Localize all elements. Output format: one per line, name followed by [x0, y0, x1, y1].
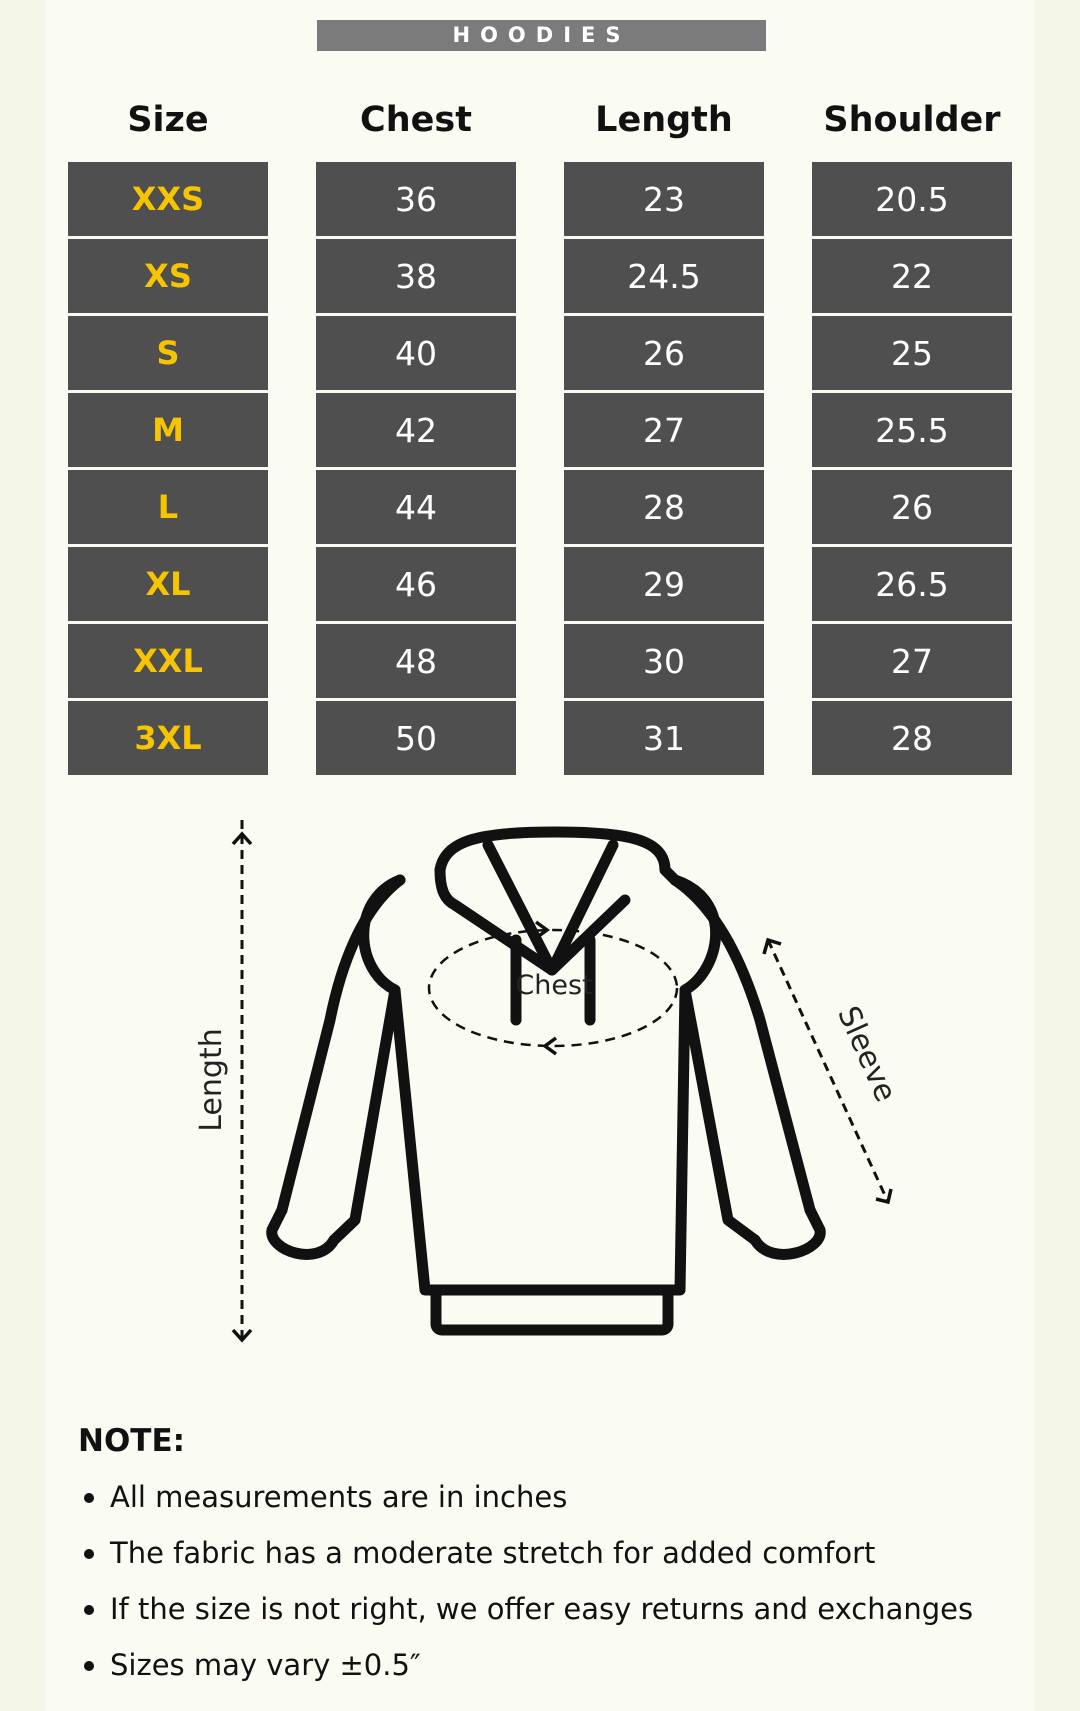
length-cell: 27	[564, 393, 764, 467]
length-cell: 24.5	[564, 239, 764, 313]
shoulder-cell: 28	[812, 701, 1012, 775]
chest-cell: 42	[316, 393, 516, 467]
shoulder-cell: 27	[812, 624, 1012, 698]
chest-cell: 40	[316, 316, 516, 390]
chest-cell: 36	[316, 162, 516, 236]
length-cell: 23	[564, 162, 764, 236]
size-cell: XXS	[68, 162, 268, 236]
chest-cell: 50	[316, 701, 516, 775]
chest-cell: 44	[316, 470, 516, 544]
length-column	[564, 162, 764, 778]
chest-cell: 38	[316, 239, 516, 313]
chest-measure	[429, 922, 677, 1054]
sleeve-measure	[764, 940, 903, 1202]
shoulder-cell: 25	[812, 316, 1012, 390]
hoodie-diagram	[0, 820, 1080, 1360]
shoulder-cell: 26	[812, 470, 1012, 544]
note-item: The fabric has a moderate stretch for added comfort	[78, 1525, 1038, 1581]
note-list	[78, 1469, 1038, 1693]
shoulder-column	[812, 162, 1012, 778]
note-item: Sizes may vary ±0.5″	[78, 1637, 1038, 1693]
note-title: NOTE:	[78, 1423, 186, 1459]
chest-cell: 46	[316, 547, 516, 621]
hoodie-icon	[272, 832, 820, 1330]
size-cell: XS	[68, 239, 268, 313]
note-item: All measurements are in inches	[78, 1469, 1038, 1525]
size-cell: L	[68, 470, 268, 544]
size-cell: M	[68, 393, 268, 467]
size-cell: S	[68, 316, 268, 390]
note-item: If the size is not right, we offer easy returns and exchanges	[78, 1581, 1038, 1637]
sleeve-label: Sleeve	[830, 1001, 904, 1108]
length-cell: 31	[564, 701, 764, 775]
column-header-chest: Chest	[360, 100, 472, 140]
size-cell: 3XL	[68, 701, 268, 775]
length-label: Length	[194, 1028, 229, 1132]
shoulder-cell: 22	[812, 239, 1012, 313]
table-header	[0, 100, 1080, 150]
length-cell: 29	[564, 547, 764, 621]
length-measure	[194, 820, 251, 1340]
column-header-length: Length	[595, 100, 733, 140]
column-header-shoulder: Shoulder	[823, 100, 1001, 140]
shoulder-cell: 20.5	[812, 162, 1012, 236]
category-banner: HOODIES	[317, 20, 766, 51]
shoulder-cell: 26.5	[812, 547, 1012, 621]
length-cell: 26	[564, 316, 764, 390]
chest-cell: 48	[316, 624, 516, 698]
length-cell: 28	[564, 470, 764, 544]
note-section	[78, 1423, 1038, 1693]
column-header-size: Size	[127, 100, 209, 140]
size-cell: XL	[68, 547, 268, 621]
length-cell: 30	[564, 624, 764, 698]
size-cell: XXL	[68, 624, 268, 698]
size-column	[68, 162, 268, 778]
chest-label: Chest	[515, 970, 593, 1001]
shoulder-cell: 25.5	[812, 393, 1012, 467]
chest-column	[316, 162, 516, 778]
